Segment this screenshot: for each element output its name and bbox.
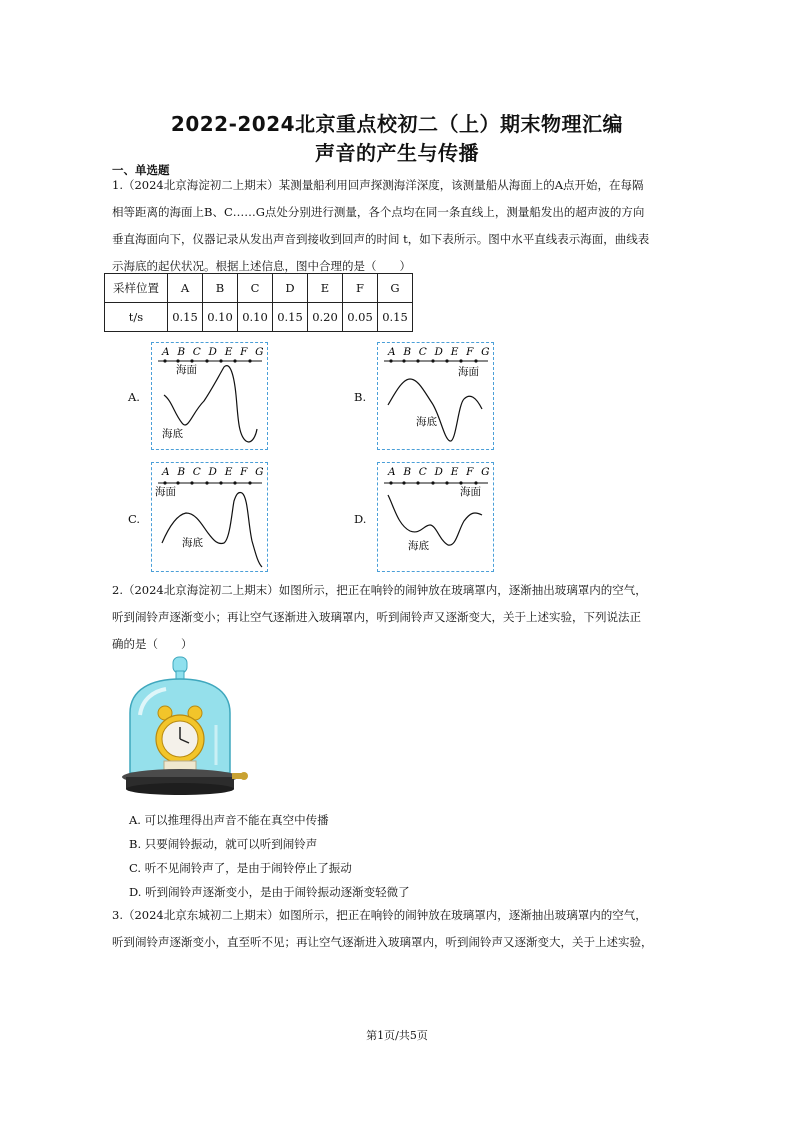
option-c-figure[interactable] [151,462,268,572]
question-3-text [112,902,686,956]
table-cell: A [168,274,203,303]
table-cell: G [378,274,413,303]
option-a-figure[interactable] [151,342,268,450]
points-label: A B C D E F G [388,346,492,358]
option-a-letter: A. [128,390,140,404]
seabed-diagram-d [378,463,493,571]
option-b-letter: B. [354,390,367,404]
bell-jar-illustration [120,655,248,801]
table-cell: C [238,274,273,303]
table-header-row [105,274,413,303]
q1-line: 垂直海面向下，仪器记录从发出声音到接收到回声的时间 t，如下表所示。图中水平直线表示海面，曲线表 [112,232,650,246]
section-label: 一、单选题 [112,163,170,177]
choice-d[interactable]: D. 听到闹铃声逐渐变小，是由于闹铃振动逐渐变轻微了 [129,885,410,899]
q1-line: 示海底的起伏状况。根据上述信息，图中合理的是（ ） [112,259,411,273]
table-cell: E [308,274,343,303]
sea-surface-label: 海面 [460,486,481,498]
seabed-diagram-c [152,463,267,571]
table-cell: D [273,274,308,303]
choice-b[interactable]: B. 只要闹铃振动，就可以听到闹铃声 [129,837,318,851]
q1-line: 相等距离的海面上B、C……G点处分别进行测量，各个点均在同一条直线上，测量船发出的超声波的方向 [112,205,645,219]
page-title: 2022-2024北京重点校初二（上）期末物理汇编 [170,112,624,136]
table-cell: 0.15 [378,303,413,332]
q3-line: 听到闹铃声逐渐变小，直至听不见；再让空气逐渐进入玻璃罩内，听到闹铃声又逐渐变大，关于上述实验， [112,935,653,949]
table-cell: t/s [105,303,168,332]
q2-line: 2.（2024北京海淀初二上期末）如图所示，把正在响铃的闹钟放在玻璃罩内，逐渐抽出玻璃罩内的空气， [112,583,647,597]
points-label: A B C D E F G [162,346,266,358]
seabed-diagram-a [152,343,267,449]
sea-surface-label: 海面 [155,486,176,498]
page-number: 第1页/共5页 [366,1029,428,1042]
table-cell: 0.05 [343,303,378,332]
sampling-table [104,273,413,332]
seabed-label: 海底 [408,540,429,552]
question-2-text [112,577,686,658]
table-cell: 采样位置 [105,274,168,303]
seabed-label: 海底 [162,428,183,440]
table-cell: B [203,274,238,303]
option-b-figure[interactable] [377,342,494,450]
table-cell: F [343,274,378,303]
q3-line: 3.（2024北京东城初二上期末）如图所示，把正在响铃的闹钟放在玻璃罩内，逐渐抽出玻璃罩内的空气， [112,908,647,922]
option-d-figure[interactable] [377,462,494,572]
choice-c[interactable]: C. 听不见闹铃声了，是由于闹铃停止了振动 [129,861,352,875]
table-cell: 0.15 [168,303,203,332]
table-cell: 0.10 [238,303,273,332]
table-cell: 0.10 [203,303,238,332]
option-c-letter: C. [128,512,141,526]
seabed-label: 海底 [416,416,437,428]
question-1-text [112,172,686,280]
seabed-label: 海底 [182,537,203,549]
choice-a[interactable]: A. 可以推理得出声音不能在真空中传播 [129,813,329,827]
q2-line: 确的是（ ） [112,637,193,651]
points-label: A B C D E F G [388,466,492,478]
sea-surface-label: 海面 [458,366,479,378]
table-cell: 0.20 [308,303,343,332]
page-subtitle: 声音的产生与传播 [315,141,479,165]
sea-surface-label: 海面 [176,364,197,376]
seabed-diagram-b [378,343,493,449]
option-d-letter: D. [354,512,367,526]
q2-line: 听到闹铃声逐渐变小；再让空气逐渐进入玻璃罩内，听到闹铃声又逐渐变大，关于上述实验，下列说法正 [112,610,641,624]
points-label: A B C D E F G [162,466,266,478]
table-cell: 0.15 [273,303,308,332]
q1-line: 1.（2024北京海淀初二上期末）某测量船利用回声探测海洋深度，该测量船从海面上的A点开始，在每隔 [112,178,644,192]
bell-jar-clock-image [120,655,248,801]
table-row [105,303,413,332]
